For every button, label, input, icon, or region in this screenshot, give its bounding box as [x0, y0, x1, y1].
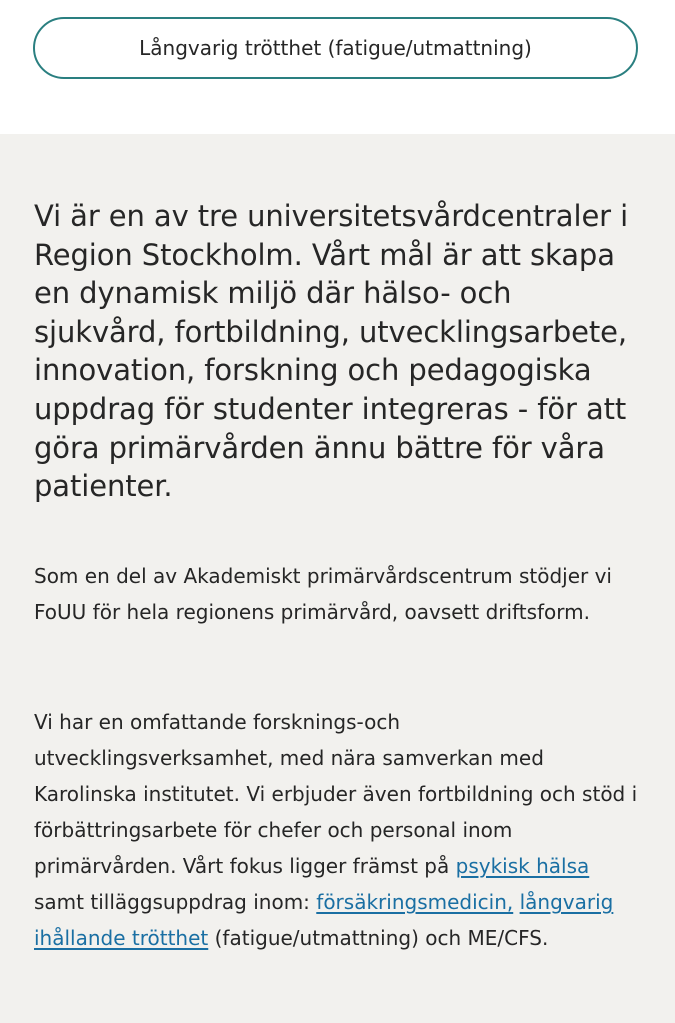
paragraph-2-text-start: Vi har en omfattande forsknings-och utvecklingsverksamhet, med nära samverkan med Karolinska institutet. Vi erbjuder även fortbildning och stöd i förbättringsarbete för chefer och personal inom primärvården. Vårt fokus ligger främst på — [34, 710, 638, 878]
paragraph-2-text-end: (fatigue/utmattning) och ME/CFS. — [208, 926, 549, 950]
intro-lead-text: Vi är en av tre universitetsvårdcentraler i Region Stockholm. Vårt mål är att skapa en dynamisk miljö där hälso- och sjukvård, fortbildning, utvecklingsarbete, innovation, forskning och pedagogiska uppdrag för studenter integreras - för att göra primärvården ännu bättre för våra patienter. — [34, 199, 629, 504]
header-area — [0, 0, 675, 134]
link-forsakringsmedicin[interactable]: försäkringsmedicin, — [316, 890, 514, 914]
accordion-button-label: Långvarig trötthet (fatigue/utmattning) — [139, 36, 532, 60]
accordion-button-fatigue[interactable] — [33, 17, 638, 79]
paragraph-2-text-mid: samt tilläggsuppdrag inom: — [34, 890, 317, 914]
link-psykisk-halsa[interactable]: psykisk hälsa — [455, 854, 590, 878]
intro-paragraph-1: Som en del av Akademiskt primärvårdscentrum stödjer vi FoUU för hela regionens primärvård, oavsett driftsform. — [34, 564, 612, 624]
intro-section — [0, 134, 675, 1023]
link-langvarig-trotthet[interactable]: långvarig ihållande trötthet — [34, 890, 614, 950]
intro-paragraph-2 — [34, 704, 644, 956]
